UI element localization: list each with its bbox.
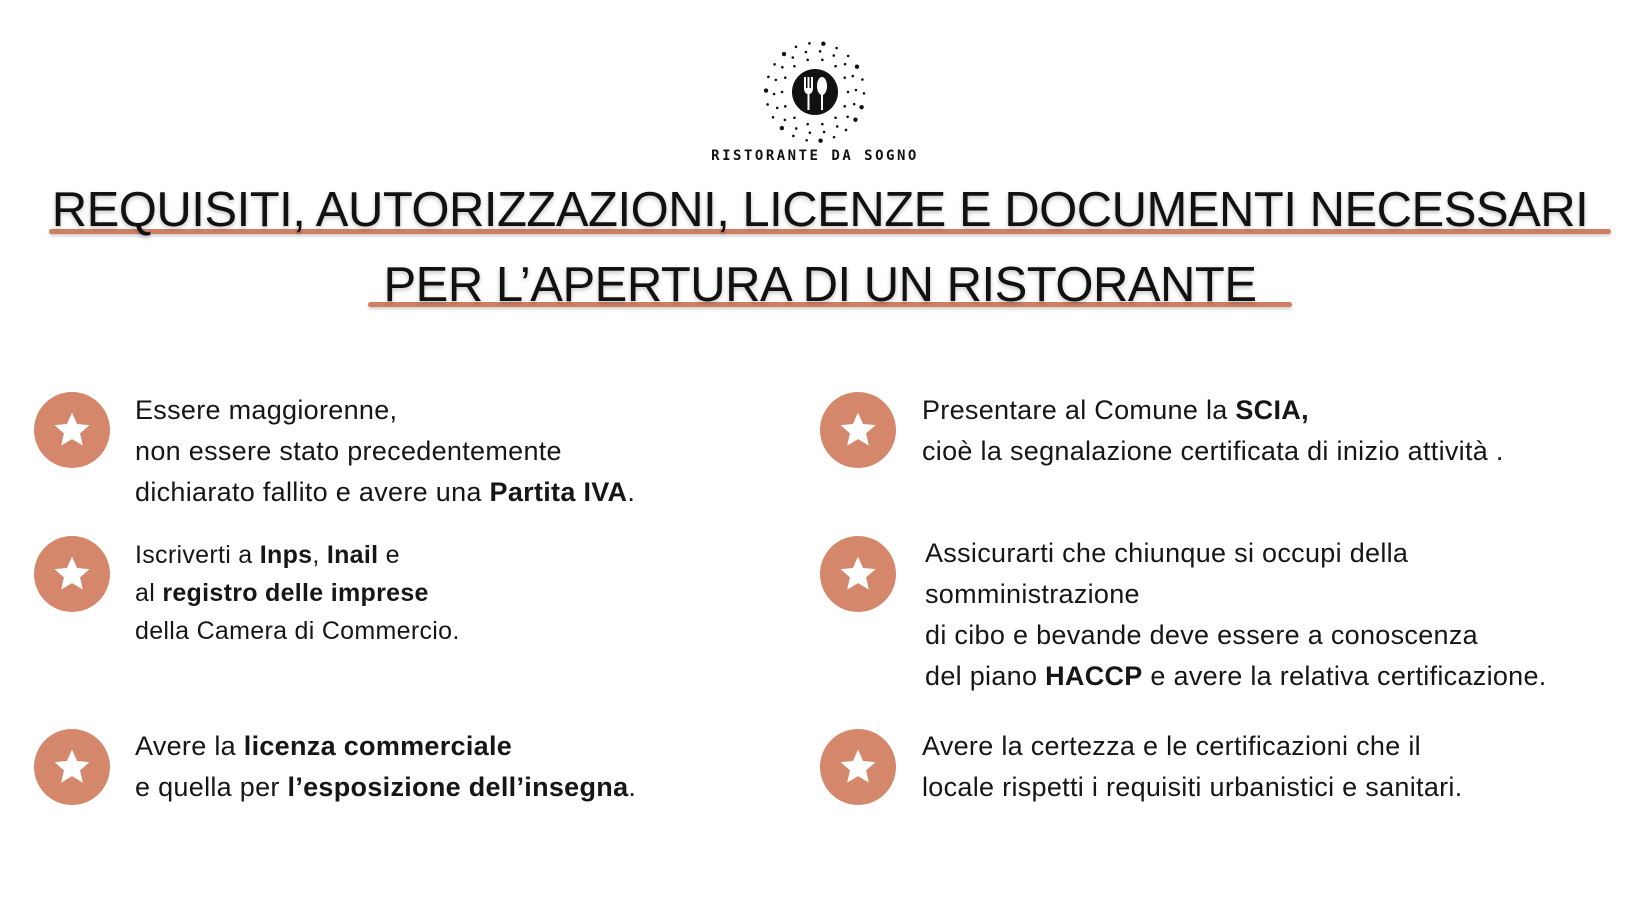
requirement-line	[922, 726, 1463, 767]
text: dichiarato fallito e avere una	[135, 477, 490, 507]
text: della Camera di Commercio.	[135, 617, 460, 645]
bold-text: Inps	[259, 541, 313, 569]
requirement-line	[922, 431, 1504, 472]
text: non essere stato precedentemente	[135, 436, 562, 466]
bold-text: l’esposizione dell’insegna	[287, 772, 629, 802]
text: e quella per	[135, 772, 288, 802]
page-title-line-1	[0, 182, 1640, 238]
text: al	[135, 579, 163, 607]
star-bullet-icon	[34, 729, 110, 805]
requirement-line	[922, 390, 1504, 431]
text: Avere la	[135, 731, 244, 761]
requirement-line	[135, 390, 635, 431]
text: somministrazione	[925, 579, 1140, 609]
text: del piano	[925, 661, 1046, 691]
bold-text: Inail	[326, 541, 379, 569]
title-text-1: REQUISITI, AUTORIZZAZIONI, LICENZE E DOCUMENTI NECESSARI	[51, 183, 1589, 237]
requirement-line	[925, 656, 1547, 697]
requirement-line	[135, 574, 460, 612]
requirement-line	[135, 431, 635, 472]
text: Avere la certezza e le certificazioni che il	[922, 731, 1421, 761]
text: Essere maggiorenne,	[135, 395, 398, 425]
requirement-line	[925, 533, 1547, 574]
requirement-line	[135, 612, 460, 650]
star-bullet-icon	[34, 536, 110, 612]
bold-text: registro delle imprese	[162, 579, 429, 607]
requirement-line	[135, 536, 460, 574]
requirement-item	[135, 390, 635, 513]
text: e avere la relativa certificazione.	[1142, 661, 1547, 691]
title-text-2: PER L’APERTURA DI UN RISTORANTE	[383, 258, 1257, 312]
star-bullet-icon	[34, 392, 110, 468]
text: Assicurarti che chiunque si occupi della	[925, 538, 1409, 568]
logo-fork-spoon-stars-icon	[760, 40, 870, 144]
requirement-item	[135, 726, 636, 808]
requirement-line	[135, 767, 636, 808]
text: .	[627, 477, 636, 507]
text: Presentare al Comune la	[922, 395, 1236, 425]
text: locale rispetti i requisiti urbanistici e sanitari.	[922, 772, 1463, 802]
logo-text: RISTORANTE DA SOGNO	[711, 148, 919, 164]
requirement-item	[922, 726, 1463, 808]
text: ,	[312, 541, 327, 569]
bold-text: HACCP	[1045, 661, 1143, 691]
star-bullet-icon	[820, 392, 896, 468]
star-bullet-icon	[820, 729, 896, 805]
text: cioè la segnalazione certificata di inizio attività .	[922, 436, 1504, 466]
star-bullet-icon	[820, 536, 896, 612]
requirement-line	[135, 726, 636, 767]
requirement-line	[135, 472, 635, 513]
requirement-line	[922, 767, 1463, 808]
text: Iscriverti a	[135, 541, 260, 569]
bold-text: licenza commerciale	[243, 731, 513, 761]
text: e	[378, 541, 400, 569]
bold-text: Partita IVA	[489, 477, 628, 507]
requirement-item	[922, 390, 1504, 472]
text: di cibo e bevande deve essere a conoscenza	[925, 620, 1478, 650]
requirement-item	[925, 533, 1547, 697]
requirement-line	[925, 615, 1547, 656]
bold-text: SCIA,	[1235, 395, 1309, 425]
requirement-item	[135, 536, 460, 650]
page-title-line-2	[0, 257, 1640, 313]
text: .	[628, 772, 637, 802]
requirement-line	[925, 574, 1547, 615]
